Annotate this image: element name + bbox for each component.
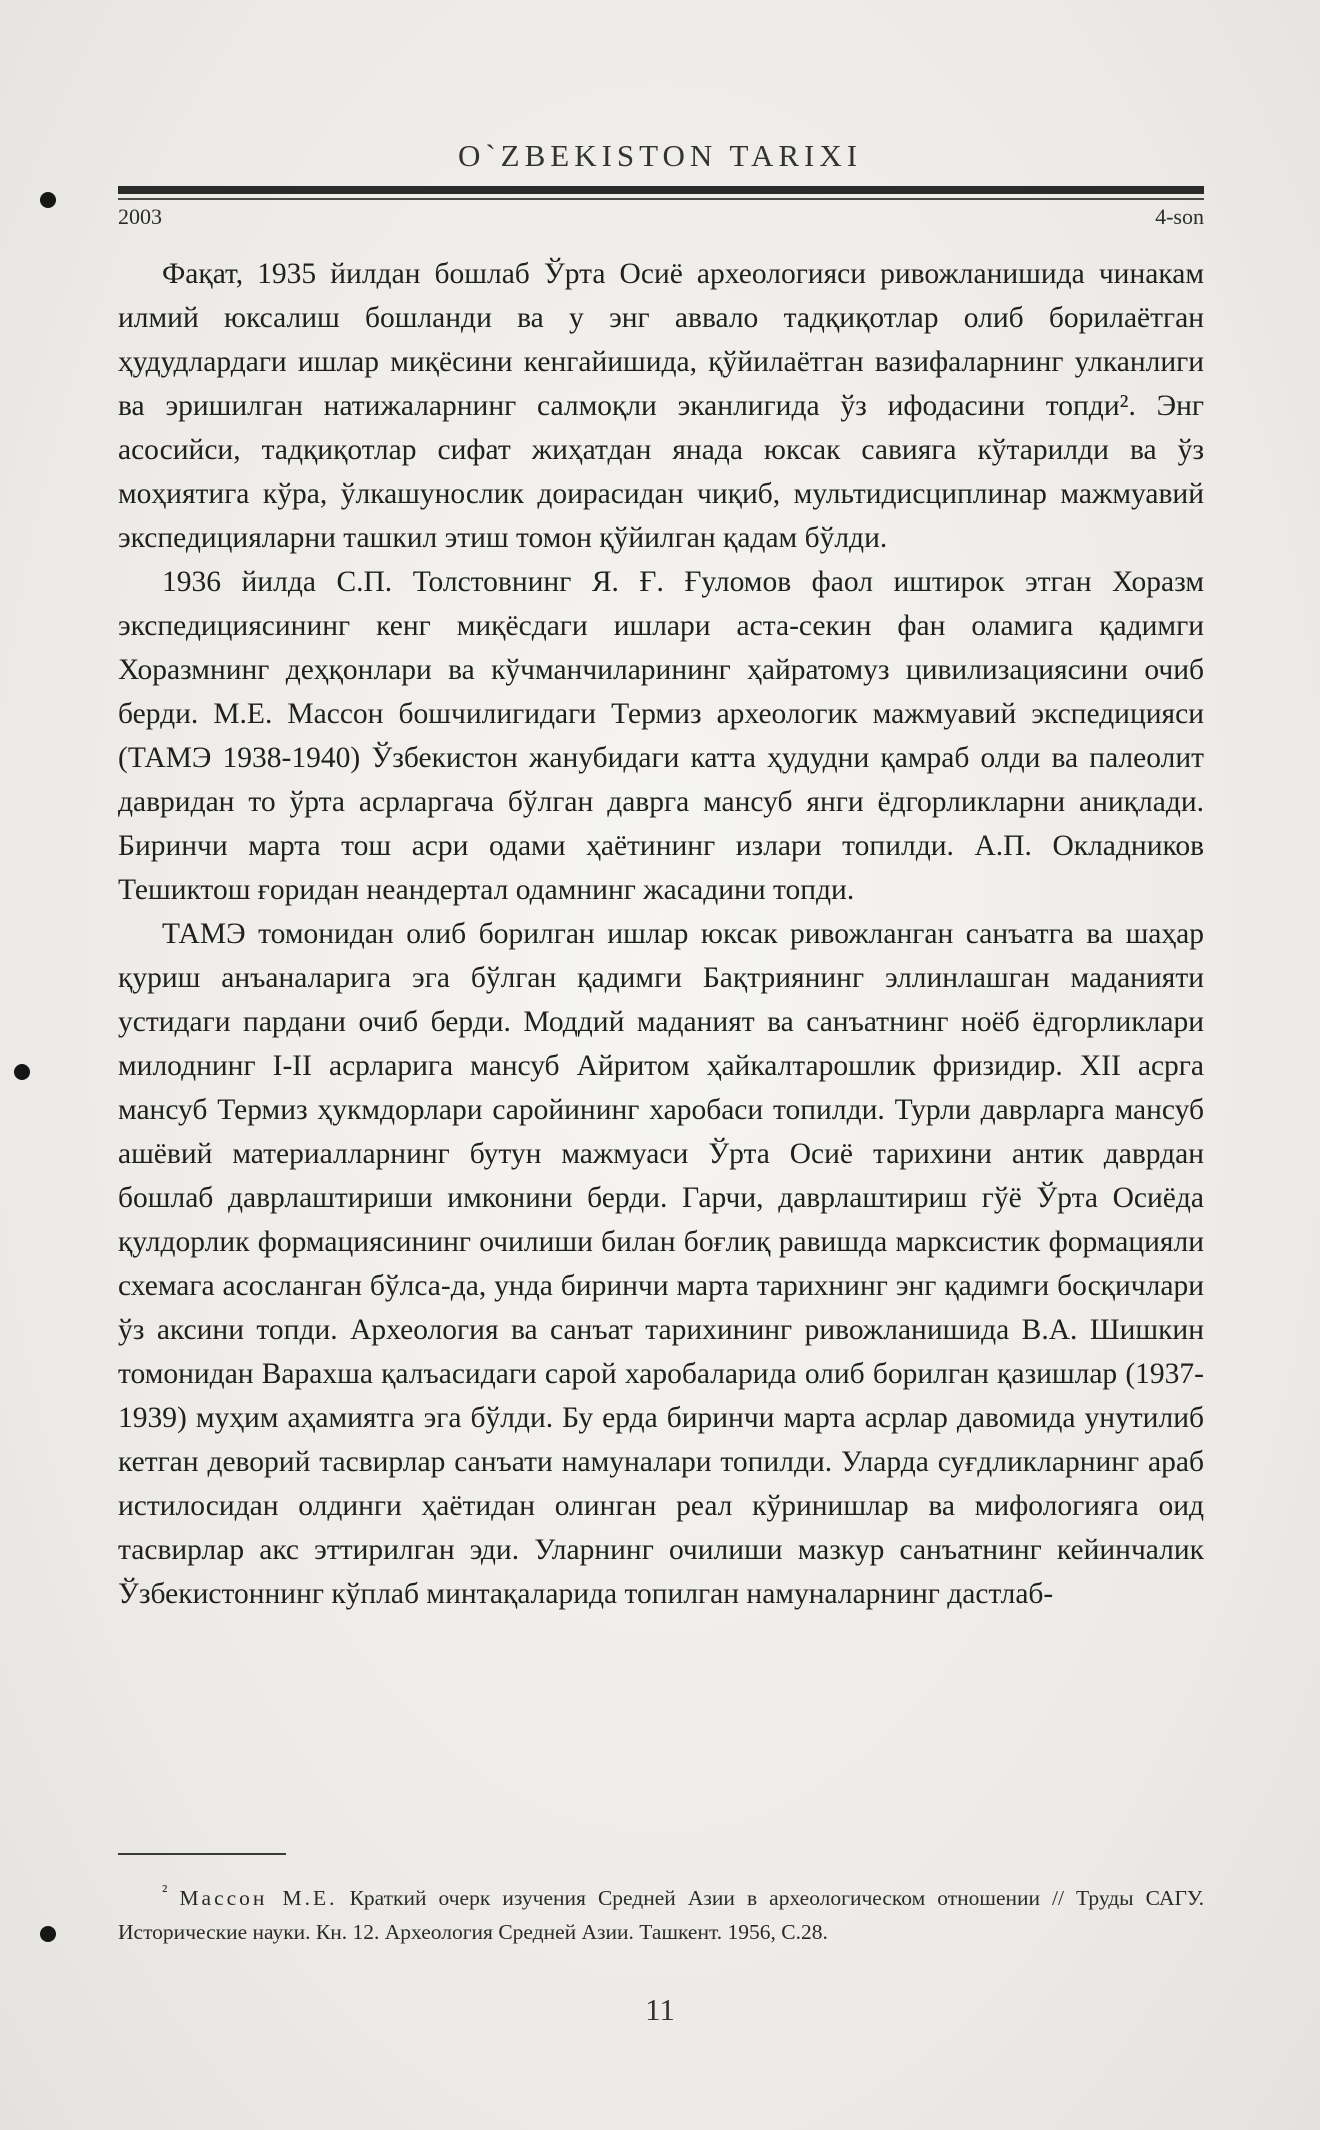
footnote-marker: ² bbox=[162, 1881, 168, 1901]
paragraph-3: ТАМЭ томонидан олиб борилган ишлар юксак ривожланган санъатга ва шаҳар қуриш анъаналарига эга бўлган қадимги Бақтриянинг эллинлашган маданияти устидаги пардани очиб берди. Моддий маданият ва санъатнинг ноёб ёдгорликлари милоднинг I-II асрларига мансуб Айритом ҳайкалтарошлик фризидир. XII асрга мансуб Термиз ҳукмдорлари саройининг харобаси топилди. Турли даврларга мансуб ашёвий материалларнинг бутун мажмуаси Ўрта Осиё тарихини антик даврдан бошлаб даврлаштириши имконини берди. Гарчи, даврлаштириш гўё Ўрта Осиёда қулдорлик формациясининг очилиши билан боғлиқ равишда марксистик формацияли схемага асосланган бўлса-да, унда биринчи марта тарихнинг энг қадимги босқичлари ўз аксини топди. Археология ва санъат тарихининг ривожланишида В.А. Шишкин томонидан Варахша қалъасидаги сарой харобаларида олиб борилган қазишлар (1937-1939) муҳим аҳамиятга эга бўлди. Бу ерда биринчи марта асрлар давомида унутилиб кетган деворий тасвирлар санъати намуналари топилди. Уларда суғдликларнинг араб истилосидан олдинги ҳаётидан олинган реал кўринишлар ва мифологияга оид тасвирлар акс эттирилган эди. Уларнинг очилиши мазкур санъатнинг кейинчалик Ўзбекистоннинг кўплаб минтақаларида топилган намуналарнинг дастлаб- bbox=[118, 918, 1204, 1610]
page-number: 11 bbox=[645, 1992, 675, 2027]
punch-hole-top bbox=[40, 192, 56, 208]
issue-year: 2003 bbox=[118, 204, 162, 229]
paragraph-1: Фақат, 1935 йилдан бошлаб Ўрта Осиё археологияси ривожланишида чинакам илмий юксалиш бошланди ва у энг аввало тадқиқотлар олиб борилаётган ҳудудлардаги ишлар миқёсини кенгайишида, қўйилаётган вазифаларнинг улканлиги ва эришилган натижаларнинг салмоқли эканлигида ўз ифодасини топди². Энг асосийси, тадқиқотлар сифат жиҳатдан янада юксак савияга кўтарилди ва ўз моҳиятига кўра, ўлкашунослик доирасидан чиқиб, мультидисциплинар мажмуавий экспедицияларни ташкил этиш томон қўйилган қадам бўлди. bbox=[118, 258, 1204, 554]
issue-number: 4-son bbox=[1155, 204, 1204, 229]
footnote-author: Массон М.Е. bbox=[179, 1886, 338, 1911]
footnote-text: Краткий очерк изучения Средней Азии в археологическом отношении // Труды САГУ. Исторические науки. Кн. 12. Археология Средней Азии. Ташкент. 1956, С.28. bbox=[118, 1886, 1204, 1945]
footnote bbox=[118, 1874, 1204, 1949]
punch-hole-bottom bbox=[40, 1926, 56, 1942]
journal-title: O`ZBEKISTON TARIXI bbox=[457, 138, 863, 173]
header-rule-thick bbox=[118, 186, 1204, 194]
footnote-divider bbox=[118, 1853, 286, 1855]
article-body bbox=[118, 252, 1204, 1616]
header-rule-thin bbox=[118, 198, 1204, 200]
paragraph-2: 1936 йилда С.П. Толстовнинг Я. Ғ. Ғуломов фаол иштирок этган Хоразм экспедициясининг кенг миқёсдаги ишлари аста-секин фан оламига қадимги Хоразмнинг деҳқонлари ва кўчманчиларининг ҳайратомуз цивилизациясини очиб берди. М.Е. Массон бошчилигидаги Термиз археологик мажмуавий экспедицияси (ТАМЭ 1938-1940) Ўзбекистон жанубидаги катта ҳудудни қамраб олди ва палеолит давридан то ўрта асрларгача бўлган даврга мансуб янги ёдгорликларни аниқлади. Биринчи марта тош асри одами ҳаётининг излари топилди. А.П. Окладников Тешиктош ғоридан неандертал одамнинг жасадини топди. bbox=[118, 566, 1204, 906]
punch-hole-middle bbox=[14, 1064, 30, 1080]
